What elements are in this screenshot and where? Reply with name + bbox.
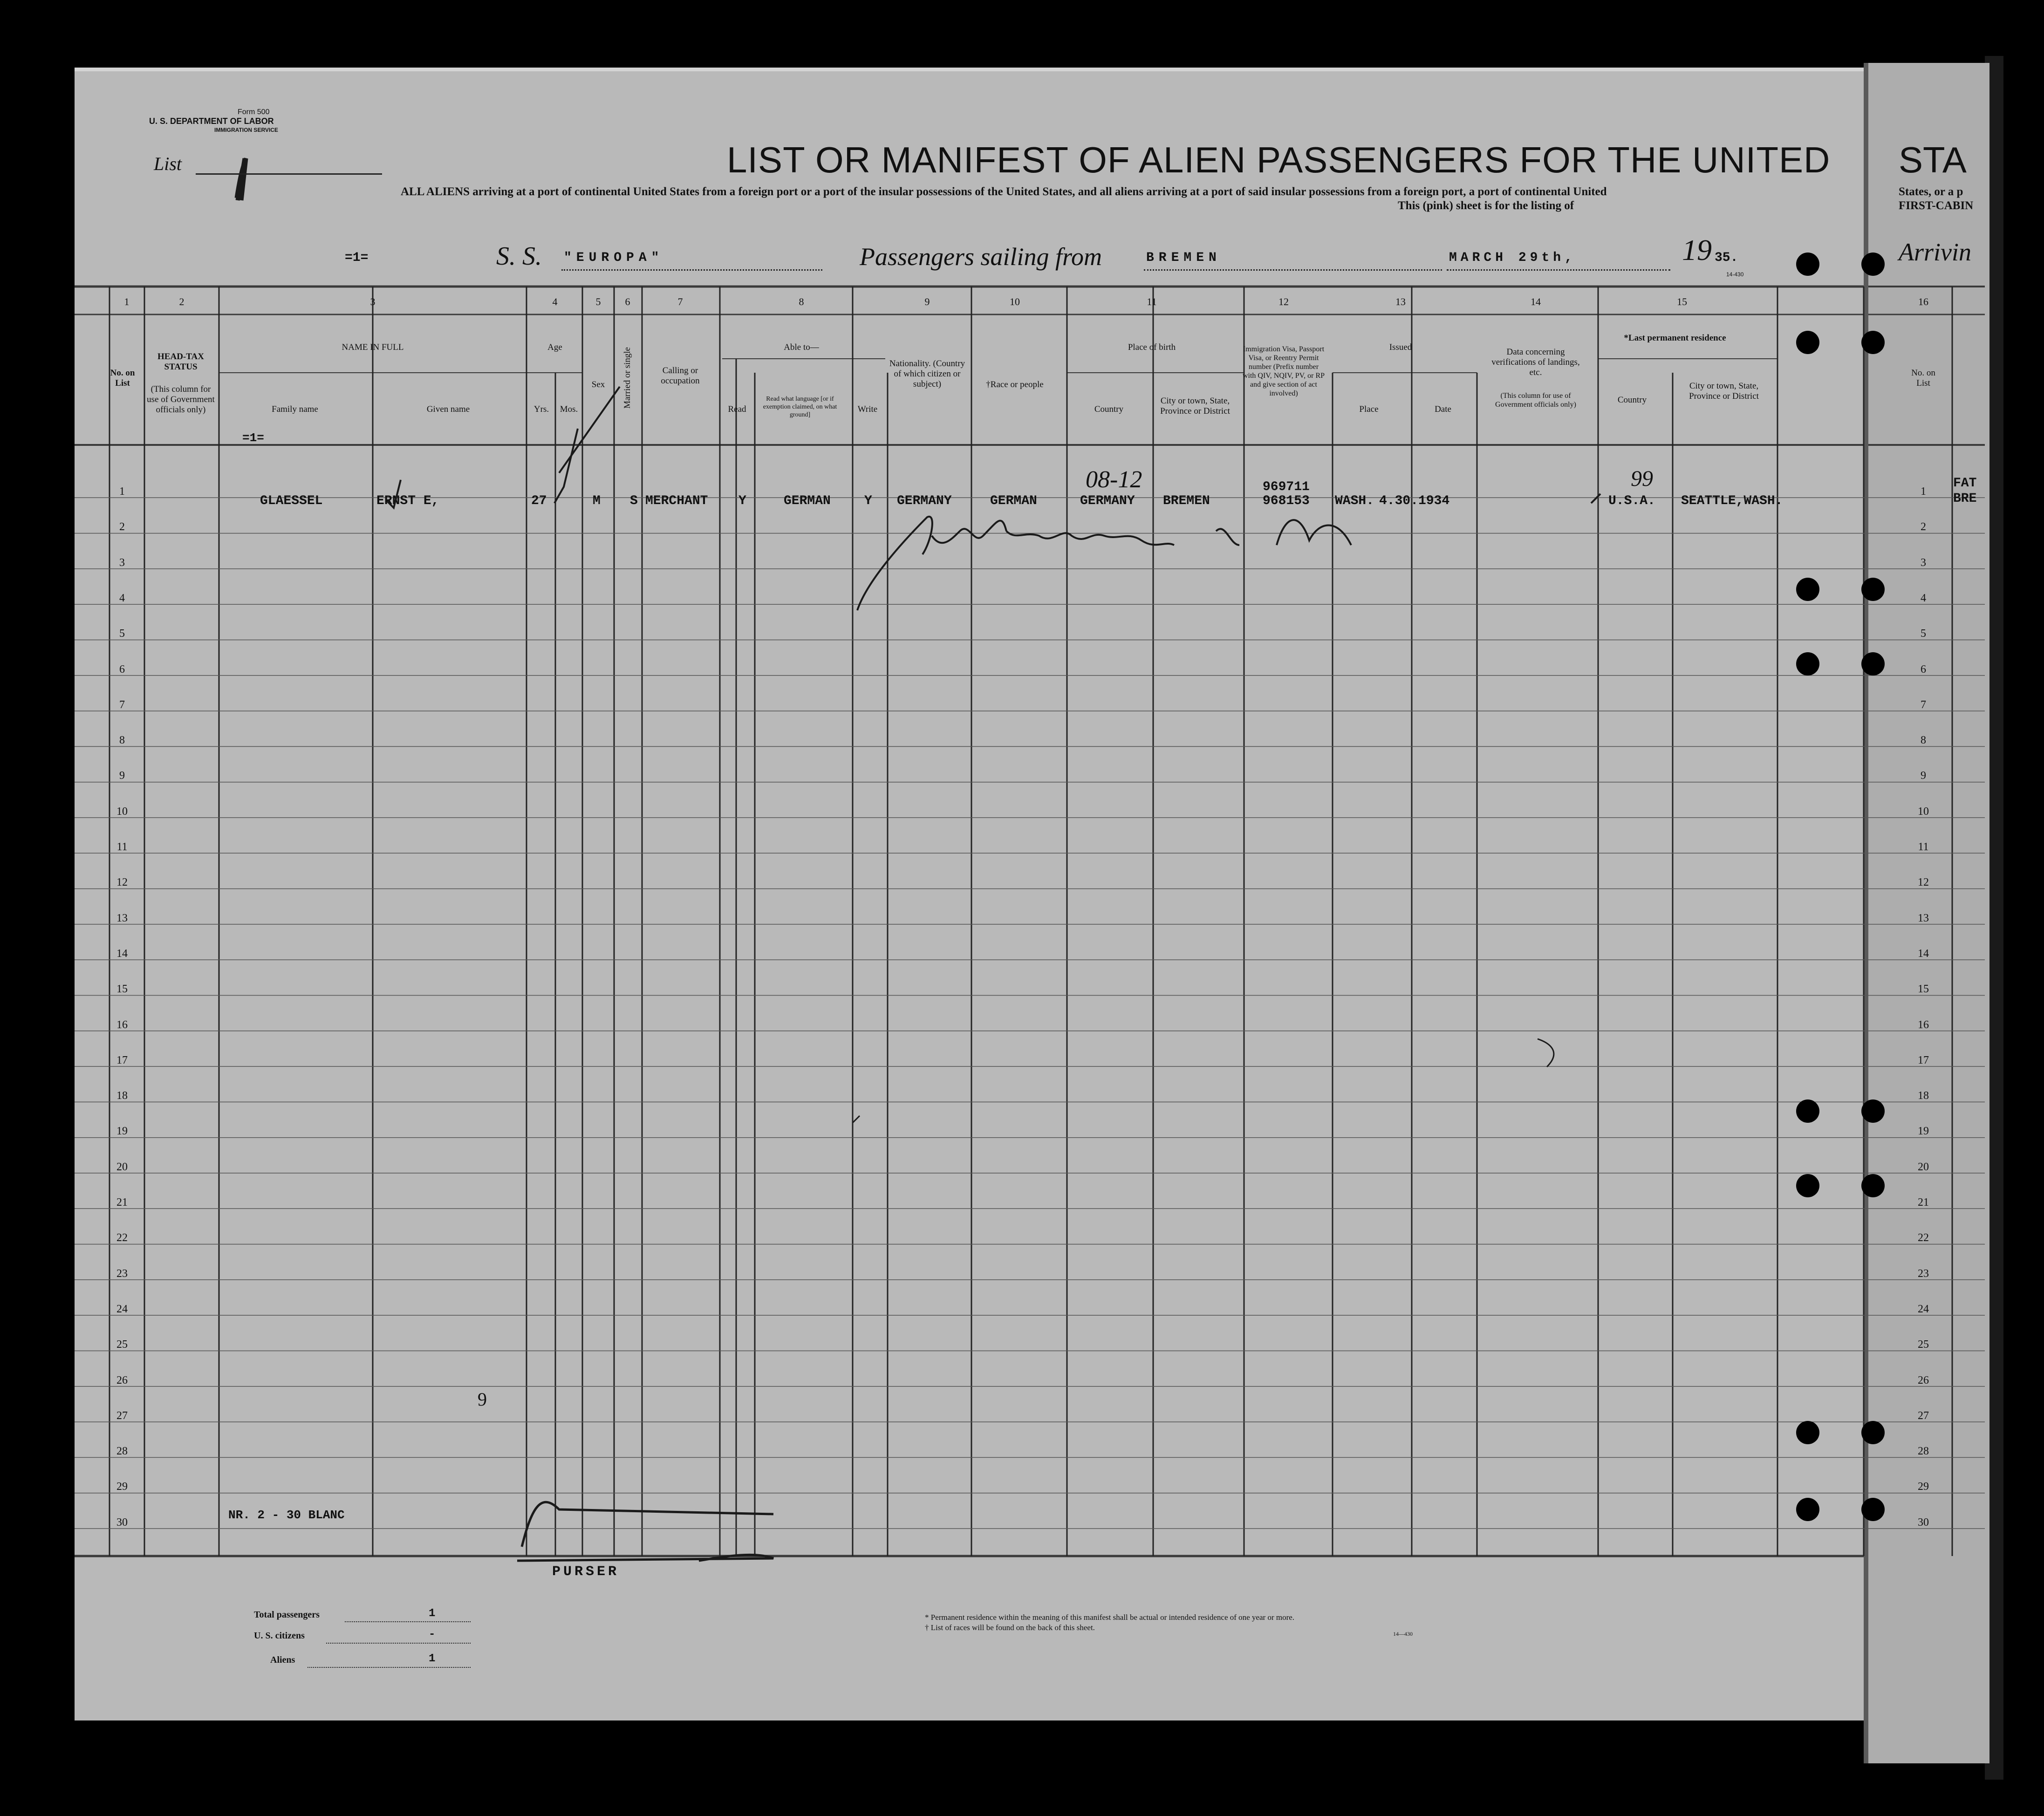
row-number-19: 19 xyxy=(116,1125,128,1138)
punch-hole xyxy=(1861,1421,1885,1444)
passenger-issued-date: 4.30.1934 xyxy=(1379,494,1450,508)
punch-hole xyxy=(1796,331,1819,354)
passenger-race: GERMAN xyxy=(990,494,1037,508)
ship-name: "EUROPA" xyxy=(564,251,664,265)
row-number-4: 4 xyxy=(119,592,125,604)
column-number-9: 9 xyxy=(924,296,930,307)
header-head-tax-note: (This column for use of Government officials only) xyxy=(147,384,215,415)
header-able-to: Able to— xyxy=(784,342,819,352)
punch-hole xyxy=(1796,1498,1819,1521)
column-number-14: 14 xyxy=(1531,296,1541,307)
row-number-13: 13 xyxy=(116,912,128,924)
punch-hole xyxy=(1861,652,1885,676)
passenger-sex: M xyxy=(593,494,601,508)
column-number-3: 3 xyxy=(370,296,376,307)
form-number: Form 500 xyxy=(238,108,270,116)
row-number-8: 8 xyxy=(119,734,125,747)
row-number-right-2: 2 xyxy=(1921,521,1926,533)
column-number-13: 13 xyxy=(1395,296,1406,307)
citizens-dots xyxy=(326,1643,471,1644)
row-number-right-10: 10 xyxy=(1918,805,1929,818)
department-label: U. S. DEPARTMENT OF LABOR xyxy=(149,116,274,126)
punch-hole xyxy=(1796,1174,1819,1197)
column-number-15: 15 xyxy=(1677,296,1687,307)
page-title: LIST OR MANIFEST OF ALIEN PASSENGERS FOR THE UNITED xyxy=(727,139,1831,180)
header-read: Read xyxy=(728,404,746,414)
row-number-25: 25 xyxy=(116,1338,128,1351)
header-calling: Calling or occupation xyxy=(661,366,700,386)
stray-digit: 9 xyxy=(478,1389,487,1410)
row-number-right-23: 23 xyxy=(1918,1267,1929,1280)
row-number-22: 22 xyxy=(116,1232,128,1244)
header-birth-city: City or town, State, Province or District xyxy=(1160,396,1230,416)
punch-hole xyxy=(1861,1099,1885,1123)
form-code-top: 14-430 xyxy=(1726,271,1744,278)
row-number-18: 18 xyxy=(116,1090,128,1102)
passenger-birth-country: GERMANY xyxy=(1080,494,1135,508)
passenger-residence-city: SEATTLE,WASH. xyxy=(1681,494,1783,508)
total-dots xyxy=(345,1621,471,1622)
list-label: List xyxy=(154,153,182,174)
punch-hole xyxy=(1861,331,1885,354)
header-no-on-list: No. on List xyxy=(110,368,135,388)
row-number-right-24: 24 xyxy=(1918,1303,1929,1315)
column-number-4: 4 xyxy=(552,296,558,307)
row-number-right-28: 28 xyxy=(1918,1445,1929,1458)
married-slash-mark xyxy=(559,387,620,473)
column-number-8: 8 xyxy=(799,296,804,307)
passenger-read: Y xyxy=(738,494,746,508)
column-number-1: 1 xyxy=(124,296,130,307)
sailing-date: MARCH 29th, xyxy=(1449,251,1576,265)
row-number-right-14: 14 xyxy=(1918,947,1929,960)
row-number-right-22: 22 xyxy=(1918,1232,1929,1244)
row-number-right-19: 19 xyxy=(1918,1125,1929,1138)
header-name-in-full: NAME IN FULL xyxy=(342,342,404,352)
row-number-16: 16 xyxy=(116,1018,128,1031)
us-citizens-value: - xyxy=(429,1628,436,1641)
column-number-7: 7 xyxy=(677,296,683,307)
row-number-14: 14 xyxy=(116,947,128,960)
row-number-12: 12 xyxy=(116,876,128,889)
right-page-text-1: FAT xyxy=(1953,476,1977,491)
punch-hole xyxy=(1861,578,1885,601)
column-number-10: 10 xyxy=(1010,296,1020,307)
total-passengers-label: Total passengers xyxy=(254,1610,320,1620)
passenger-age: 27 xyxy=(531,494,547,508)
row-number-5: 5 xyxy=(119,628,125,640)
row-number-23: 23 xyxy=(116,1267,128,1280)
row-number-right-30: 30 xyxy=(1918,1516,1929,1529)
right-subtitle-2: FIRST-CABIN xyxy=(1899,199,1974,212)
row-number-right-11: 11 xyxy=(1918,841,1929,853)
port-line xyxy=(1144,269,1442,271)
punch-hole xyxy=(1796,578,1819,601)
row-number-right-29: 29 xyxy=(1918,1481,1929,1493)
header-sex: Sex xyxy=(591,380,605,389)
blank-rows-note: NR. 2 - 30 BLANC xyxy=(228,1508,345,1522)
page-title-continued: STA xyxy=(1899,139,1967,180)
annotation-birth: 08-12 xyxy=(1086,466,1142,493)
row-number-right-13: 13 xyxy=(1918,912,1929,924)
row-number-28: 28 xyxy=(116,1445,128,1458)
row-number-right-6: 6 xyxy=(1921,663,1926,676)
ss-label: S. S. xyxy=(496,242,542,271)
punch-hole xyxy=(1861,1174,1885,1197)
header-nationality: Nationality. (Country of which citizen or subject) xyxy=(889,359,965,389)
header-verifications-note: (This column for use of Government officials only) xyxy=(1495,392,1576,409)
aliens-label: Aliens xyxy=(270,1655,295,1665)
subtitle-line-2: This (pink) sheet is for the listing of xyxy=(1398,199,1574,212)
row-number-3: 3 xyxy=(119,556,125,569)
header-issued: Issued xyxy=(1389,342,1412,352)
header-mos: Mos. xyxy=(560,404,578,414)
row-number-right-4: 4 xyxy=(1921,592,1926,604)
column-number-12: 12 xyxy=(1278,296,1289,307)
column-number-2: 2 xyxy=(179,296,185,307)
row-number-right-16: 16 xyxy=(1918,1018,1929,1031)
column-number-16: 16 xyxy=(1918,296,1928,307)
punch-hole xyxy=(1796,1421,1819,1444)
header-family-name: Family name xyxy=(272,404,318,414)
header-residence-country: Country xyxy=(1617,395,1647,405)
ship-line xyxy=(561,269,822,271)
row-number-2: 2 xyxy=(119,521,125,533)
row-number-11: 11 xyxy=(116,841,128,853)
row-number-27: 27 xyxy=(116,1409,128,1422)
passenger-visa-1: 969711 xyxy=(1263,480,1310,494)
header-write: Write xyxy=(857,404,878,414)
column-number-6: 6 xyxy=(625,296,630,307)
passenger-language: GERMAN xyxy=(784,494,831,508)
year-suffix: 35. xyxy=(1715,251,1738,265)
column-number-5: 5 xyxy=(595,296,601,307)
inspector-signature xyxy=(899,517,904,518)
row-number-right-9: 9 xyxy=(1921,770,1926,782)
passenger-given-name: ERNST E, xyxy=(376,494,439,508)
header-residence-city: City or town, State, Province or District xyxy=(1689,381,1759,401)
total-passengers-value: 1 xyxy=(429,1607,436,1620)
service-label: IMMIGRATION SERVICE xyxy=(214,127,278,133)
row-number-right-8: 8 xyxy=(1921,734,1926,747)
passenger-residence-country: U.S.A. xyxy=(1608,494,1655,508)
row-number-24: 24 xyxy=(116,1303,128,1315)
row-number-right-17: 17 xyxy=(1918,1054,1929,1066)
row-number-6: 6 xyxy=(119,663,125,676)
passenger-marital: S xyxy=(630,494,638,508)
header-last-residence: *Last permanent residence xyxy=(1624,333,1726,343)
header-issued-place: Place xyxy=(1359,404,1379,414)
punch-hole xyxy=(1861,1498,1885,1521)
check-mark-residence xyxy=(1591,494,1600,503)
departure-port: BREMEN xyxy=(1146,251,1221,265)
list-underline xyxy=(196,173,382,175)
row-number-10: 10 xyxy=(116,805,128,818)
check-mark-age xyxy=(554,429,578,503)
column-number-11: 11 xyxy=(1147,296,1157,307)
row-number-right-1: 1 xyxy=(1921,485,1926,498)
arriving-label: Arrivin xyxy=(1899,238,1971,266)
header-no-on-list-16: No. on List xyxy=(1911,368,1935,388)
header-yrs: Yrs. xyxy=(533,404,549,414)
row-number-right-20: 20 xyxy=(1918,1161,1929,1173)
header-issued-date: Date xyxy=(1435,404,1451,414)
row-number-26: 26 xyxy=(116,1374,128,1386)
us-citizens-label: U. S. citizens xyxy=(254,1631,305,1641)
footnote-races: † List of races will be found on the back of this sheet. xyxy=(925,1623,1095,1632)
row-number-right-27: 27 xyxy=(1918,1409,1929,1422)
passenger-issued-place: WASH. xyxy=(1335,494,1374,508)
list-number-stroke xyxy=(237,158,246,200)
passenger-family-name: GLAESSEL xyxy=(260,494,323,508)
row-number-right-15: 15 xyxy=(1918,983,1929,996)
header-age: Age xyxy=(547,342,562,352)
row-number-right-25: 25 xyxy=(1918,1338,1929,1351)
header-birth-country: Country xyxy=(1094,404,1124,414)
row-number-right-5: 5 xyxy=(1921,628,1926,640)
subtitle-line-1: ALL ALIENS arriving at a port of continental United States from a foreign port or a port of the insular possessions of the United States, and all aliens arriving at a port of said insular possessions from a foreign port, a port of continental United xyxy=(401,185,1607,198)
row-number-9: 9 xyxy=(119,770,125,782)
row-number-17: 17 xyxy=(116,1054,128,1066)
row-number-20: 20 xyxy=(116,1161,128,1173)
row-number-right-21: 21 xyxy=(1918,1196,1929,1208)
header-head-tax: HEAD-TAX STATUS xyxy=(157,352,204,372)
aliens-value: 1 xyxy=(429,1652,436,1665)
header-race: †Race or people xyxy=(986,380,1044,389)
punch-hole xyxy=(1796,1099,1819,1123)
row-number-right-7: 7 xyxy=(1921,698,1926,711)
passenger-write: Y xyxy=(864,494,872,508)
aliens-dots xyxy=(308,1667,471,1668)
header-visa: Immigration Visa, Passport Visa, or Reentry Permit number (Prefix number with QIV, NQIV, PV, or RP and give section of act involved) xyxy=(1242,345,1325,397)
header-verifications: Data concerning verifications of landings, etc. xyxy=(1491,347,1580,377)
row-number-right-26: 26 xyxy=(1918,1374,1929,1386)
row-number-29: 29 xyxy=(116,1481,128,1493)
row-number-7: 7 xyxy=(119,698,125,711)
header-married: Married or single xyxy=(622,347,632,409)
right-page-text-2: BRE xyxy=(1953,492,1977,506)
footnote-form-code: 14—430 xyxy=(1393,1631,1413,1637)
row-number-right-3: 3 xyxy=(1921,556,1926,569)
annotation-residence: 99 xyxy=(1631,466,1653,491)
purser-label: PURSER xyxy=(552,1564,620,1580)
row-number-right-12: 12 xyxy=(1918,876,1929,889)
year-prefix: 19 xyxy=(1682,233,1712,266)
punch-hole xyxy=(1796,652,1819,676)
header-place-of-birth: Place of birth xyxy=(1128,342,1176,352)
passenger-visa-2: 968153 xyxy=(1263,494,1310,508)
row-number-right-18: 18 xyxy=(1918,1090,1929,1102)
footnote-residence: * Permanent residence within the meaning of this manifest shall be actual or intended residence of one year or more. xyxy=(925,1613,1295,1622)
header-read-language: Read what language [or if exemption claimed, on what ground] xyxy=(763,396,837,418)
punch-hole xyxy=(1861,253,1885,276)
date-line xyxy=(1447,269,1670,271)
inspector-signature-stroke xyxy=(857,517,1351,610)
passenger-birth-city: BREMEN xyxy=(1163,494,1210,508)
header-given-name: Given name xyxy=(426,404,470,414)
passenger-nationality: GERMANY xyxy=(897,494,952,508)
sailing-label: Passengers sailing from xyxy=(860,243,1102,271)
row-number-15: 15 xyxy=(116,983,128,996)
voyage-list-marker: =1= xyxy=(345,251,369,265)
list-marker-row: =1= xyxy=(242,431,264,445)
right-subtitle-1: States, or a p xyxy=(1899,185,1963,198)
punch-hole xyxy=(1796,253,1819,276)
row-number-1: 1 xyxy=(119,485,125,498)
row-number-21: 21 xyxy=(116,1196,128,1208)
row-number-30: 30 xyxy=(116,1516,128,1529)
passenger-occupation: MERCHANT xyxy=(645,494,708,508)
